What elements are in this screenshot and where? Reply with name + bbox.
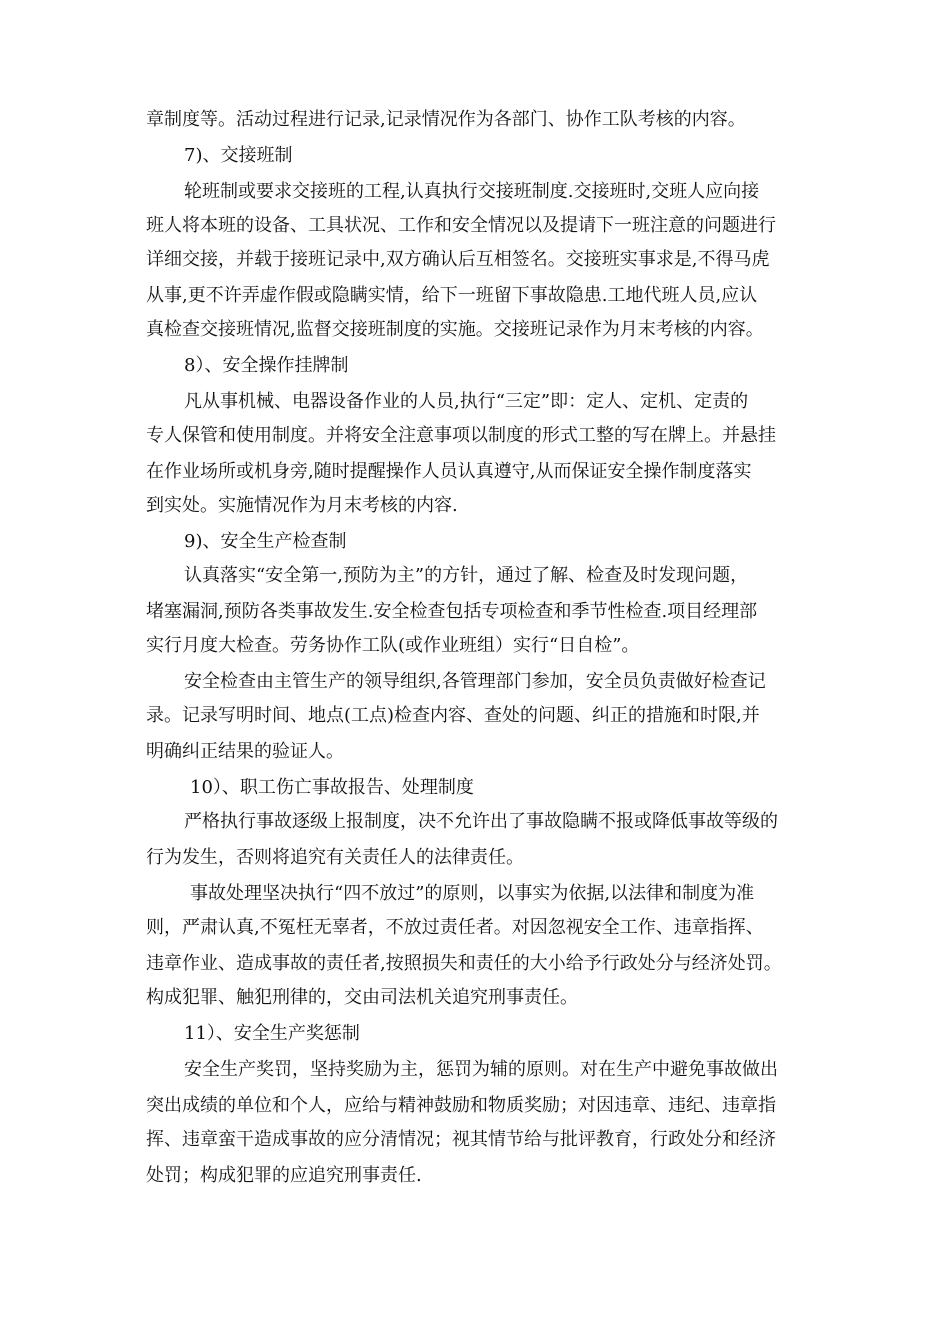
body-text-line: 从事,更不许弄虚作假或隐瞒实情，给下一班留下事故隐患.工地代班人员,应认 — [146, 285, 758, 306]
body-text-line: 凡从事机械、电器设备作业的人员,执行“三定”即：定人、定机、定责的 — [184, 391, 749, 412]
body-text-line: 严格执行事故逐级上报制度，决不允许出了事故隐瞒不报或降低事故等级的 — [184, 811, 778, 832]
body-text-line: 突出成绩的单位和个人，应给与精神鼓励和物质奖励；对因违章、违纪、违章指 — [146, 1095, 776, 1116]
body-text-line: 处罚；构成犯罪的应追究刑事责任. — [146, 1165, 422, 1186]
body-text-line: 班人将本班的设备、工具状况、工作和安全情况以及提请下一班注意的问题进行 — [146, 215, 776, 236]
body-text-line: 构成犯罪、触犯刑律的，交由司法机关追究刑事责任。 — [146, 987, 578, 1008]
body-text-line: 则，严肃认真,不冤枉无辜者，不放过责任者。对因忽视安全工作、违章指挥、 — [146, 917, 764, 938]
body-text-line: 真检查交接班情况,监督交接班制度的实施。交接班记录作为月末考核的内容。 — [146, 319, 764, 340]
body-text-line: 到实处。实施情况作为月末考核的内容. — [146, 495, 458, 516]
section-heading-8: 8）、安全操作挂牌制 — [184, 355, 349, 376]
body-text-line: 认真落实“安全第一,预防为主”的方针，通过了解、检查及时发现问题， — [184, 565, 749, 586]
section-heading-11: 11）、安全生产奖惩制 — [184, 1023, 360, 1044]
body-text-line: 专人保管和使用制度。并将安全注意事项以制度的形式工整的写在牌上。并悬挂 — [146, 425, 776, 446]
body-text-line: 行为发生，否则将追究有关责任人的法律责任。 — [146, 847, 524, 868]
body-text-line: 安全生产奖罚，坚持奖励为主，惩罚为辅的原则。对在生产中避免事故做出 — [184, 1059, 778, 1080]
body-text-line: 挥、违章蛮干造成事故的应分清情况；视其情节给与批评教育，行政处分和经济 — [146, 1129, 776, 1150]
section-heading-9: 9)、安全生产检查制 — [184, 531, 347, 552]
body-text-line: 详细交接，并载于接班记录中,双方确认后互相签名。交接班实事求是,不得马虎 — [146, 249, 770, 270]
body-text-line: 安全检查由主管生产的领导组织,各管理部门参加，安全员负责做好检查记 — [184, 671, 766, 692]
section-heading-10: 10）、职工伤亡事故报告、处理制度 — [190, 777, 474, 798]
body-text-line: 违章作业、造成事故的责任者,按照损失和责任的大小给予行政处分与经济处罚。 — [146, 953, 782, 974]
body-text-line: 在作业场所或机身旁,随时提醒操作人员认真遵守,从而保证安全操作制度落实 — [146, 461, 752, 482]
body-text-line: 实行月度大检查。劳务协作工队(或作业班组）实行“日自检”。 — [146, 635, 640, 656]
body-text-line: 堵塞漏洞,预防各类事故发生.安全检查包括专项检查和季节性检查.项目经理部 — [146, 601, 758, 622]
body-text-line: 轮班制或要求交接班的工程,认真执行交接班制度.交接班时,交班人应向接 — [184, 181, 760, 202]
body-text-line: 明确纠正结果的验证人。 — [146, 741, 344, 762]
body-text-line: 录。记录写明时间、地点(工点)检查内容、查处的问题、纠正的措施和时限,并 — [146, 705, 760, 726]
body-text-line: 章制度等。活动过程进行记录,记录情况作为各部门、协作工队考核的内容。 — [146, 109, 746, 130]
section-heading-7: 7)、交接班制 — [184, 145, 293, 166]
body-text-line: 事故处理坚决执行“四不放过”的原则，以事实为依据,以法律和制度为准 — [190, 883, 755, 904]
